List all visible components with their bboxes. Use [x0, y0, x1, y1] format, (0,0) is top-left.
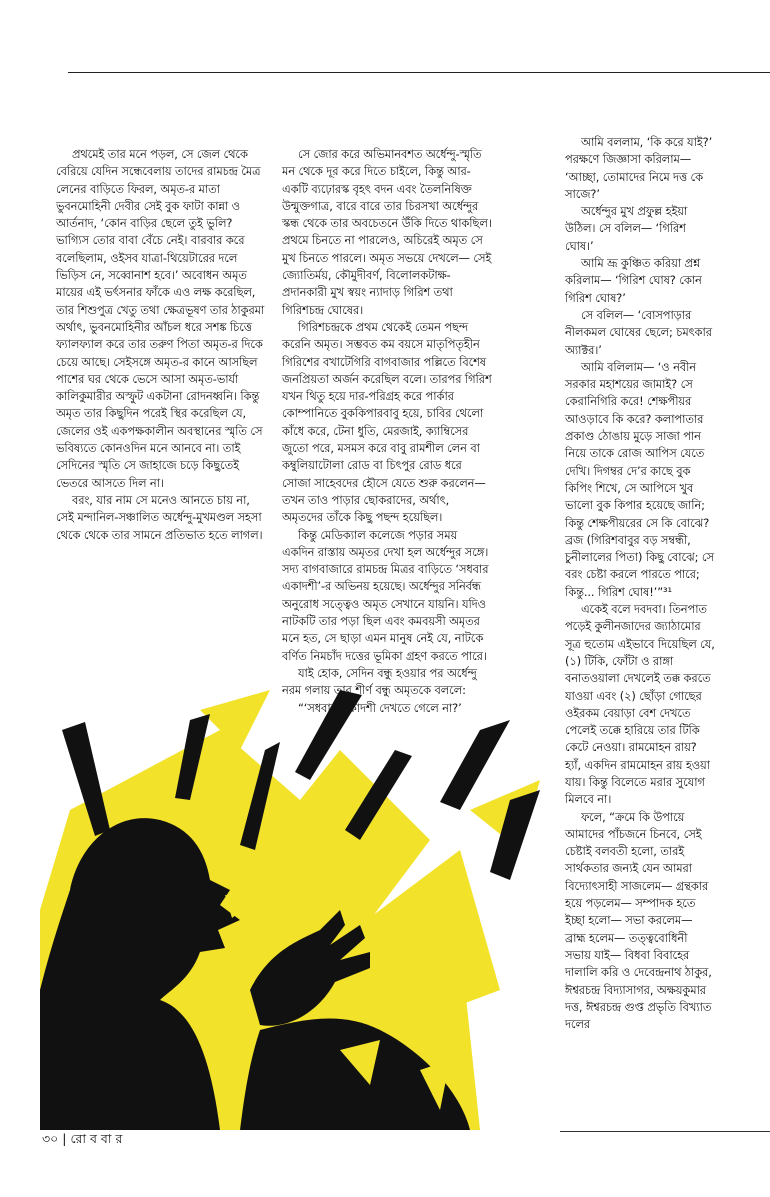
paragraph: সে জোর করে অভিমানবশত অর্ধেন্দু-স্মৃতি মন থেকে দূর করে দিতে চাইলে, কিন্তু আর-একটি ব্যঢ়োরস্ক বৃহৎ বদন এবং তৈলনিষিক্ত উন্মুক্তগাত্র, বারে বারে তার চিরসখা অর্ধেন্দুর স্কন্ধ থেকে তার অবচেতনে উঁকি দিতে থাকছিল। প্রথমে চিনতে না পারলেও, অচিরেই অমৃত সে মুখ চিনতে পারলে। অমৃত সভয়ে দেখলে— সেই জ্যোতির্ময়, কৌমুদীবর্ণ, বিলোলকটাক্ষ-প্রদানকারী মুখ স্বয়ং ন্যাদাড় গিরিশ তথা গিরিশচন্দ্র ঘোষের।	[282, 147, 492, 317]
shouting-figure-artwork	[40, 690, 562, 1130]
ink-stroke	[440, 720, 510, 810]
paragraph: কিন্তু মেডিক্যাল কলেজে পড়ার সময় একদিন রাস্তায় অমৃতর দেখা হল অর্ধেন্দুর সঙ্গে। সদ্য বাগবাজারে রামচন্দ্র মিত্রর বাড়িতে ‘সধবার একাদশী’-র অভিনয় হয়েছে। অর্ধেন্দুর সনির্বন্ধ অনুরোধ সত্ত্বেও অমৃত সেখানে যায়নি। যদিও নাটকটি তার পড়া ছিল এবং কমবয়সী অমৃতর মনে হত, সে ছাড়া এমন মানুষ নেই যে, নাটকে বর্ণিত নিমচাঁদ দত্তের ভূমিকা গ্রহণ করতে পারে।	[282, 527, 489, 663]
paragraph: সে বলিল— ‘বোসপাড়ার নীলকমল ঘোষের ছেলে; চমৎকার অ্যাক্টর।’	[565, 307, 712, 357]
quote-line: “‘সধবার একাদশী দেখতে গেলে না?’	[297, 700, 462, 715]
page-footer	[42, 1131, 122, 1151]
text-column-1	[56, 146, 266, 544]
paragraph: বরং, যার নাম সে মনেও আনতে চায় না, সেই মন্দানিল-সঞ্চালিত অর্ধেন্দু-মুখমণ্ডল সহসা থেকে থেকে তার সামনে প্রতিভাত হতে লাগল।	[56, 492, 263, 542]
paragraph: আমি ভ্রূ কুঞ্চিত করিয়া প্রশ্ন করিলাম— ‘গিরিশ ঘোষ? কোন গিরিশ ঘোষ?’	[565, 256, 702, 305]
magazine-name: রো ব বা র	[70, 1131, 123, 1146]
text-column-3	[565, 134, 715, 1033]
paragraph: প্রথমেই তার মনে পড়ল, সে জেল থেকে বেরিয়ে যেদিন সন্ধেবেলায় তাদের রামচন্দ্র মৈত্র লেনের বাড়িতে ফিরল, অমৃত-র মাতা ভুবনমোহিনী দেবীর সেই বুক ফাটা কান্না ও আর্তনাদ, ‘কোন বাড়ির ছেলে তুই ভুলি? ভাগ্যিস তোর বাবা বেঁচে নেই। বারবার করে বলেছিলাম, ওইসব যাত্রা-থিয়েটারের দলে ভিড়িস নে, সব্বোনাশ হবে।’ অবোধন অমৃত মায়ের এই ভর্ৎসনার ফাঁকে এও লক্ষ করেছিল, তার শিশুপুত্র খেতু তথা ক্ষেত্রভূষণ তার ঠাকুরমা অর্থাৎ, ভুবনমোহিনীর আঁচল ধরে সশঙ্ক চিত্তে ফ্যালফ্যাল করে তার তরুণ পিতা অমৃত-র দিকে চেয়ে আছে। সেইসঙ্গে অমৃত-র কানে আসছিল পাশের ঘর থেকে ভেসে আসা অমৃত-ভার্যা কালিকুমারীর অস্ফুট একটানা রোদনধ্বনি। কিন্তু অমৃত তার কিছুদিন পরেই স্থির করেছিল যে, জেলের ওই একপক্ষকালীন অবস্থানের স্মৃতি সে ভবিষ্যতে কোনওদিন মনে আনবে না। তাই সেদিনের স্মৃতি সে জাহাজে চড়ে কিছুতেই ভেতরে আসতে দিল না।	[56, 147, 265, 490]
paragraph: আমি বললাম, ‘কি করে যাই?’ পরক্ষণে জিজ্ঞাসা করিলাম— ‘আচ্ছা, তোমাদের নিমে দত্ত কে সাজে?’	[565, 135, 713, 201]
paragraph: আমি বলিলাম— ‘ও নবীন সরকার মহাশয়ের জামাই? সে কেরানিগিরি করে! শেক্ষপীয়র আওড়াবে কি করে? কলাপাতার প্রকাণ্ড ঠোঙায় মুড়ে সাজা পান নিয়ে তাকে রোজ আপিস যেতে দেখি। দিগম্বর দে’র কাছে বুক কিপিং শিখে, সে আপিসে খুব ভালো বুক কিপার হয়েছে জানি; কিন্তু শেক্ষপীয়রের সে কি বোঝে? ব্রজ (গিরিশবাবুর বড় সম্বন্ধী, চুনীলালের পিতা) কিছু বোঝে; সে বরং চেষ্টা করলে পারতে পারে; কিন্তু... গিরিশ ঘোষ!’”³¹	[565, 359, 714, 599]
footer-rule-right	[560, 1131, 770, 1132]
paragraph: ফলে, “ক্রমে কি উপায়ে আমাদের পাঁচজনে চিনবে, সেই চেষ্টাই বলবতী হলো, তারই সার্থকতার জন্যই যেন আমরা বিদ্যোৎসাহী সাজলেম— গ্রন্থকার হয়ে পড়লেম— সম্পাদক হতে ইচ্ছা হলো— সভা করলেম— ব্রাহ্ম হলেম— তত্ত্ববোধিনী সভায় যাই— বিধবা বিবাহের দালালি করি ও দেবেন্দ্রনাথ ঠাকুর, ঈশ্বরচন্দ্র বিদ্যাসাগর, অক্ষয়কুমার দত্ত, ঈশ্বরচন্দ্র গুপ্ত প্রভৃতি বিখ্যাত দলের	[565, 809, 712, 1032]
footer-separator: |	[62, 1131, 67, 1146]
paragraph: অর্ধেন্দুর মুখ প্রফুল্ল হইয়া উঠিল। সে বলিল— ‘গিরিশ ঘোষ।’	[565, 204, 688, 253]
page-number: ৩০	[42, 1131, 59, 1146]
woodcut-illustration	[40, 690, 562, 1130]
paragraph: যাই হোক, সেদিন বন্ধু হওয়ার পর অর্ধেন্দু নরম গলায় তার শীর্ণ বন্ধু অমৃতকে বললে:	[282, 665, 477, 698]
paragraph: একেই বলে দবদবা। তিনপাত পড়েই কুলীনজাদের জ্যাঠামোর সূত্র হুতোম এইভাবে দিয়েছিল যে, (১) টিকি, ফোঁটা ও রাঙ্গা বনাতওয়ালা দেখলেই তক্ক করতে যাওয়া এবং (২) ছোঁড়া গোছের ওইরকম বেয়াড়া বেশ দেখতে পেলেই তক্কে হারিয়ে তার টিকি কেটে নেওয়া। রামমোহন রায়? হ্যাঁ, একদিন রামমোহন রায় হওয়া যায়। কিন্তু বিলেতে মরার সুযোগ মিলবে না।	[565, 602, 715, 807]
text-column-2	[282, 146, 492, 717]
header-rule	[68, 72, 770, 73]
paragraph: গিরিশচন্দ্রকে প্রথম থেকেই তেমন পছন্দ করেনি অমৃত। সম্ভবত কম বয়সে মাতৃপিতৃহীন গিরিশের বখাটেগিরি বাগবাজার পল্লিতে বিশেষ জনপ্রিয়তা অর্জন করেছিল বলে। তারপর গিরিশ যখন থিতু হয়ে দার-পরিগ্রহ করে পার্কার কোম্পানিতে বুককিপারবাবু হয়ে, চাবির থেলো কাঁধে করে, টেনা ধুতি, মেরজাই, ক্যাম্বিসের জুতো পরে, মসমস করে বাবু রামশীল লেন বা কম্বুলিয়াটোলা রোড বা চিৎপুর রোড ধরে সোজা সাহেবদের হৌসে যেতে শুরু করলেন— তখন তাও পাড়ার ছোকরাদের, অর্থাৎ, অমৃতদের তাঁকে কিছু পছন্দ হয়েছিল।	[282, 319, 492, 525]
